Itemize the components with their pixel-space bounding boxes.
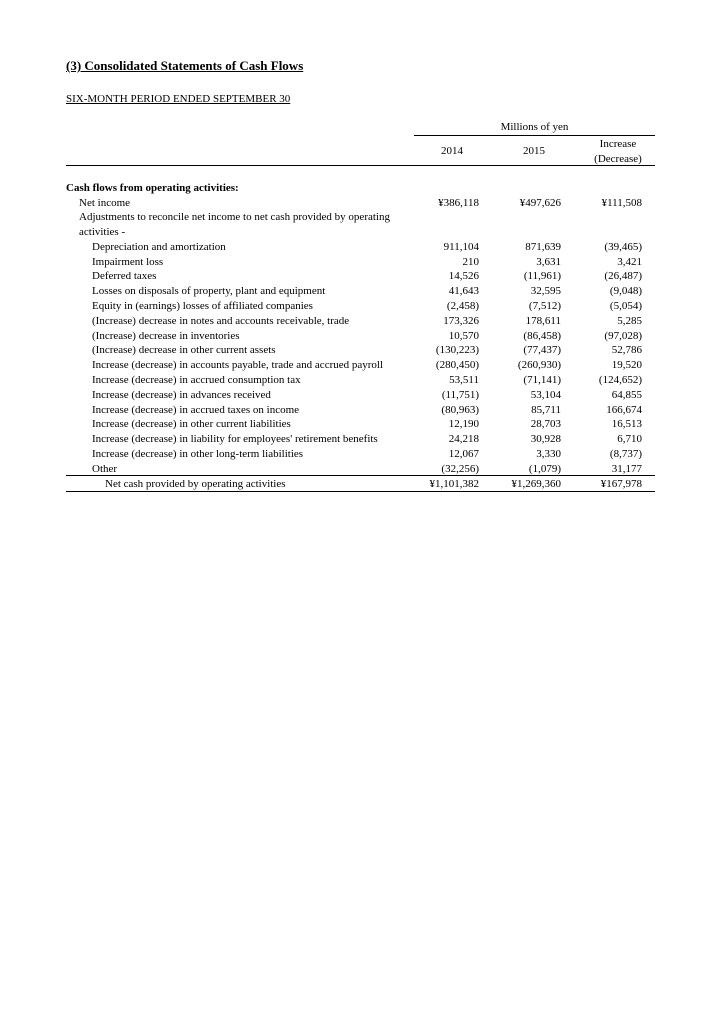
row-label: Increase (decrease) in advances received (92, 389, 271, 401)
row-label: Increase (decrease) in accrued consumption tax (92, 374, 301, 386)
net-income-change: ¥111,508 (601, 197, 642, 209)
row-value-change: 31,177 (611, 463, 642, 475)
row-value-2015: (260,930) (517, 359, 561, 371)
column-header-2014: 2014 (441, 145, 463, 157)
header-rule (66, 165, 655, 166)
row-value-2015: 871,639 (525, 241, 561, 253)
row-label: (Increase) decrease in inventories (92, 330, 240, 342)
table-row (0, 329, 720, 344)
row-label: Other (92, 463, 118, 475)
table-row (0, 255, 720, 270)
row-value-2015: (86,458) (523, 330, 561, 342)
row-value-2014: 41,643 (448, 285, 479, 297)
units-rule (414, 135, 655, 136)
table-row (0, 269, 720, 284)
section-heading-row (0, 181, 720, 196)
row-value-change: 166,674 (606, 404, 642, 416)
table-row (0, 432, 720, 447)
row-value-2014: 911,104 (443, 241, 479, 253)
row-label: Impairment loss (92, 256, 164, 268)
row-value-2015: (1,079) (528, 463, 561, 475)
table-row (0, 358, 720, 373)
row-value-change: 64,855 (611, 389, 642, 401)
table-row (0, 284, 720, 299)
row-value-2014: (80,963) (441, 404, 479, 416)
table-row (0, 240, 720, 255)
row-value-2015: 85,711 (531, 404, 561, 416)
row-label: (Increase) decrease in other current assets (92, 344, 276, 356)
row-label: Increase (decrease) in accrued taxes on income (92, 404, 300, 416)
total-2014: ¥1,101,382 (429, 478, 479, 490)
adjustments-row-2 (0, 225, 720, 240)
adjustments-label-line2: activities - (79, 226, 126, 238)
row-label: (Increase) decrease in notes and accounts receivable, trade (92, 315, 350, 327)
adjustments-label-line1: Adjustments to reconcile net income to net cash provided by operating (79, 211, 390, 223)
row-value-change: (9,048) (609, 285, 642, 297)
row-value-change: (8,737) (609, 448, 642, 460)
row-value-change: 3,421 (617, 256, 642, 268)
row-value-change: (39,465) (604, 241, 642, 253)
row-value-change: (26,487) (604, 270, 642, 282)
row-value-change: 19,520 (611, 359, 642, 371)
row-value-change: 52,786 (611, 344, 642, 356)
row-value-2015: 53,104 (530, 389, 561, 401)
row-value-2015: (71,141) (523, 374, 561, 386)
table-row (0, 403, 720, 418)
row-value-2014: 210 (462, 256, 479, 268)
column-header-2015: 2015 (523, 145, 545, 157)
row-value-2015: (11,961) (523, 270, 561, 282)
table-row (0, 314, 720, 329)
row-value-change: 6,710 (617, 433, 642, 445)
table-row (0, 343, 720, 358)
row-value-2014: 173,326 (443, 315, 479, 327)
row-value-2015: 178,611 (525, 315, 561, 327)
total-row (0, 477, 720, 492)
table-row (0, 373, 720, 388)
row-label: Increase (decrease) in other current liabilities (92, 418, 291, 430)
row-value-2014: (11,751) (441, 389, 479, 401)
net-income-row (0, 196, 720, 211)
row-value-2014: (2,458) (446, 300, 479, 312)
row-value-2014: (32,256) (441, 463, 479, 475)
row-value-2015: 32,595 (530, 285, 561, 297)
row-label: Losses on disposals of property, plant and equipment (92, 285, 326, 297)
row-value-2014: 12,190 (448, 418, 479, 430)
total-change: ¥167,978 (600, 478, 642, 490)
units-header: Millions of yen (500, 121, 569, 133)
row-label: Depreciation and amortization (92, 241, 226, 253)
total-2015: ¥1,269,360 (511, 478, 561, 490)
row-label: Deferred taxes (92, 270, 157, 282)
section-heading: Cash flows from operating activities: (66, 182, 239, 194)
table-row (0, 447, 720, 462)
total-bottom-rule (66, 491, 655, 492)
period-subtitle: SIX-MONTH PERIOD ENDED SEPTEMBER 30 (66, 93, 291, 105)
row-value-change: 16,513 (611, 418, 642, 430)
net-income-2014: ¥386,118 (438, 197, 479, 209)
row-value-2015: (77,437) (523, 344, 561, 356)
net-income-label: Net income (79, 197, 131, 209)
column-header-change-line2: (Decrease) (594, 153, 642, 165)
row-value-change: (5,054) (609, 300, 642, 312)
row-value-2015: 3,631 (536, 256, 561, 268)
row-label: Increase (decrease) in other long-term liabilities (92, 448, 304, 460)
row-value-2014: 10,570 (448, 330, 479, 342)
table-row (0, 417, 720, 432)
row-value-2015: 30,928 (530, 433, 561, 445)
row-label: Equity in (earnings) losses of affiliated companies (92, 300, 313, 312)
row-value-change: 5,285 (617, 315, 642, 327)
table-row (0, 388, 720, 403)
adjustments-row-1 (0, 210, 720, 225)
total-label: Net cash provided by operating activities (105, 478, 286, 490)
row-value-2015: (7,512) (528, 300, 561, 312)
row-value-change: (124,652) (598, 374, 642, 386)
row-value-change: (97,028) (604, 330, 642, 342)
row-value-2015: 28,703 (530, 418, 561, 430)
row-value-2014: 24,218 (448, 433, 479, 445)
row-value-2014: 14,526 (448, 270, 479, 282)
statement-title: (3) Consolidated Statements of Cash Flows (66, 58, 304, 73)
row-value-2014: (280,450) (435, 359, 479, 371)
total-top-rule (66, 475, 655, 476)
column-header-change-line1: Increase (599, 138, 637, 150)
column-header-change (580, 137, 656, 167)
net-income-2015: ¥497,626 (519, 197, 561, 209)
row-value-2014: 53,511 (449, 374, 479, 386)
table-row (0, 299, 720, 314)
row-value-2014: 12,067 (448, 448, 479, 460)
row-label: Increase (decrease) in accounts payable, trade and accrued payroll (92, 359, 384, 371)
row-label: Increase (decrease) in liability for employees' retirement benefits (92, 433, 378, 445)
row-value-2015: 3,330 (536, 448, 561, 460)
row-value-2014: (130,223) (435, 344, 479, 356)
